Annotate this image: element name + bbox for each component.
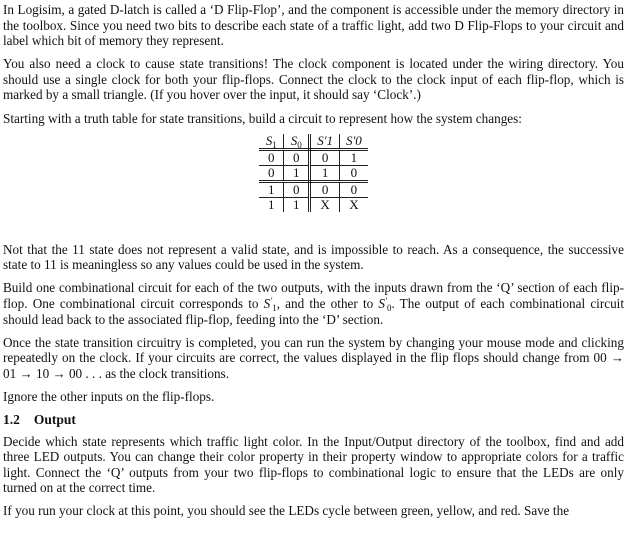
header-s1-next: S'1 xyxy=(310,134,340,150)
table-row xyxy=(259,181,368,197)
paragraph-run-clock: If you run your clock at this point, you should see the LEDs cycle between green, yellow, and red. Save the xyxy=(3,503,570,519)
paragraph-ignore-inputs: Ignore the other inputs on the flip-flops. xyxy=(3,388,215,404)
table-cell: 0 xyxy=(340,165,368,181)
math-s0-next: $S'_0$ xyxy=(378,295,392,313)
table-cell: 0 xyxy=(284,149,310,165)
paragraph-run-system: Once the state transition circuitry is completed, you can run the system by changing your mouse mode and clicking repeatedly on the clock. If your circuits are correct, the values displayed in the flip flops should change from 00 → 01 → 10 → 00 . . . as the clock transitions. xyxy=(3,334,624,381)
table-cell: X xyxy=(349,196,359,212)
paragraph-dlatch: In Logisim, a gated D-latch is called a ‘D Flip-Flop’, and the component is accessible under the memory directory in the toolbox. Since you need two bits to describe each state of a traffic light, add two D Flip-Flops to your circuit and label which bit of memory they represent. xyxy=(3,2,624,49)
table-row xyxy=(259,165,368,181)
paragraph-combinational xyxy=(3,280,624,327)
table-row xyxy=(259,149,368,165)
table-cell: 1 xyxy=(259,197,284,212)
section-number: 1.2 xyxy=(3,412,20,427)
section-title: Output xyxy=(33,412,76,427)
table-cell: 1 xyxy=(340,149,368,165)
paragraph-truth-table-intro: Starting with a truth table for state transitions, build a circuit to represent how the system changes: xyxy=(3,110,522,126)
table-cell: X xyxy=(310,197,340,212)
table-cell: 1 xyxy=(284,165,310,181)
paragraph-clock: You also need a clock to cause state transitions! The clock component is located under the wiring directory. You should use a single clock for both your flip-flops. Connect the clock to the clock input of each flip-flop, which is marked by a small triangle. (If you hover over the input, it should say ‘Clock’.) xyxy=(3,56,624,103)
table-cell: 0 xyxy=(284,181,310,197)
paragraph-leds: Decide which state represents which traffic light color. In the Input/Output directory of the toolbox, find and add three LED outputs. You can change their color property in their property window to appropriate colors for a traffic light. Connect the ‘Q’ outputs from your two flip-flops to combinational logic to ensure that the LEDs are only turned on at the correct time. xyxy=(3,433,624,496)
header-s0: $S_0$ xyxy=(284,134,310,150)
table-cell: 0 xyxy=(310,181,340,197)
table-cell: 1 xyxy=(310,165,340,181)
table-cell: 1 xyxy=(259,181,284,197)
section-heading-output xyxy=(3,412,624,428)
state-transition-truth-table xyxy=(259,134,368,212)
table-cell: 1 xyxy=(284,197,310,212)
math-s1-next: $S'_1$ xyxy=(263,295,277,313)
table-cell: 0 xyxy=(259,165,284,181)
text: . The output of each combinational circuit should lead back to the associated flip-flop, feeding into the ‘D’ section. xyxy=(3,295,625,327)
table-row xyxy=(259,197,368,212)
table-cell: 0 xyxy=(259,149,284,165)
header-s1: $S_1$ xyxy=(259,134,284,150)
table-cell: 0 xyxy=(310,149,340,165)
table-cell: 0 xyxy=(340,181,368,197)
header-s0-next: S'0 xyxy=(340,134,368,150)
text: Build one combinational circuit for each of the two outputs, with the inputs drawn from the ‘Q’ section of each flip-flop. One combinational circuit corresponds to xyxy=(3,280,624,311)
text: , and the other to xyxy=(276,295,379,311)
paragraph-invalid-state: Not that the 11 state does not represent a valid state, and is impossible to reach. As a consequence, the successive state to 11 is meaningless so any values could be used in the system. xyxy=(3,241,624,273)
table-header-row xyxy=(259,134,368,150)
